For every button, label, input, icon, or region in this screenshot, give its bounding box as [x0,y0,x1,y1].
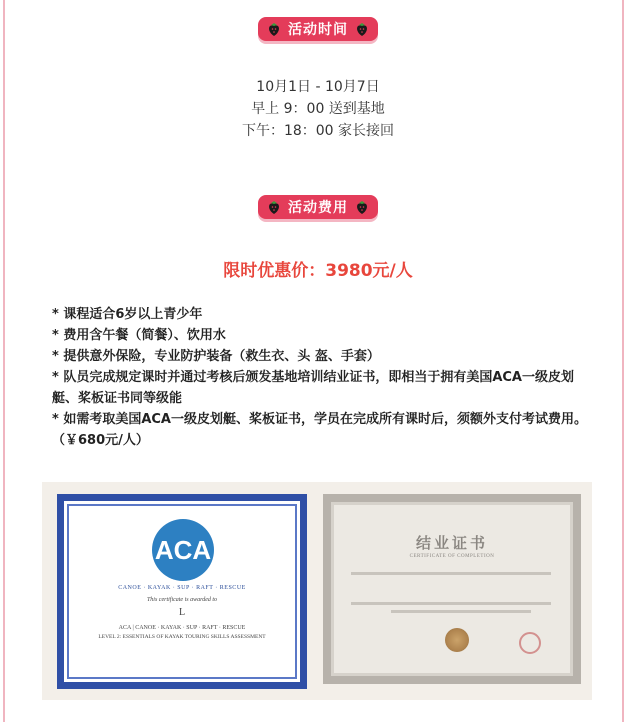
schedule-morning: 早上 9：00 送到基地 [251,101,385,117]
certificate-text-line [351,602,551,605]
certificate-text-line [351,572,551,575]
schedule-afternoon: 下午：18：00 家长接回 [241,123,395,139]
aca-level-line: LEVEL 2: ESSENTIALS OF KAYAK TOURING SKILLS ASSESSMENT [98,634,266,640]
aca-logo-text: ACA [154,534,212,565]
completion-subtitle: CERTIFICATE OF COMPLETION [409,554,495,559]
fee-note: * 费用含午餐（简餐）、饮用水 [52,328,226,343]
completion-certificate-image [323,494,581,684]
fee-note: * 如需考取美国ACA一级皮划艇、桨板证书，学员在完成所有课时后，须额外支付考试费用。（￥680元/人） [52,412,587,448]
completion-title: 结业证书 [415,534,488,552]
fee-notes-list [52,304,592,451]
section-badge-time [258,17,378,41]
section-badge-label: 活动时间 [288,22,348,38]
red-stamp-icon [519,632,541,654]
fee-note: * 课程适合6岁以上青少年 [52,307,203,322]
aca-logo [152,519,214,581]
aca-awarded-line: This certificate is awarded to [146,597,218,603]
strawberry-icon [266,21,282,37]
strawberry-icon [266,199,282,215]
strawberry-icon [354,21,370,37]
section-badge-fee [258,195,378,219]
promo-price: 限时优惠价：3980元/人 [223,261,413,281]
aca-recipient: L [178,607,186,618]
gold-seal-icon [445,628,469,652]
aca-org-line: ACA | CANOE · KAYAK · SUP · RAFT · RESCUE [118,625,246,631]
aca-tagline: CANOE · KAYAK · SUP · RAFT · RESCUE [118,585,246,591]
aca-certificate-image [57,494,307,689]
strawberry-icon [354,199,370,215]
fee-note: * 队员完成规定课时并通过考核后颁发基地培训结业证书，即相当于拥有美国ACA一级皮划艇、桨板证书同等级能 [52,370,574,406]
fee-note: * 提供意外保险，专业防护装备（救生衣、头 盔、手套） [52,349,380,364]
schedule-dates: 10月1日 - 10月7日 [256,79,380,95]
section-badge-label: 活动费用 [288,200,348,216]
certificate-text-line [391,610,531,613]
